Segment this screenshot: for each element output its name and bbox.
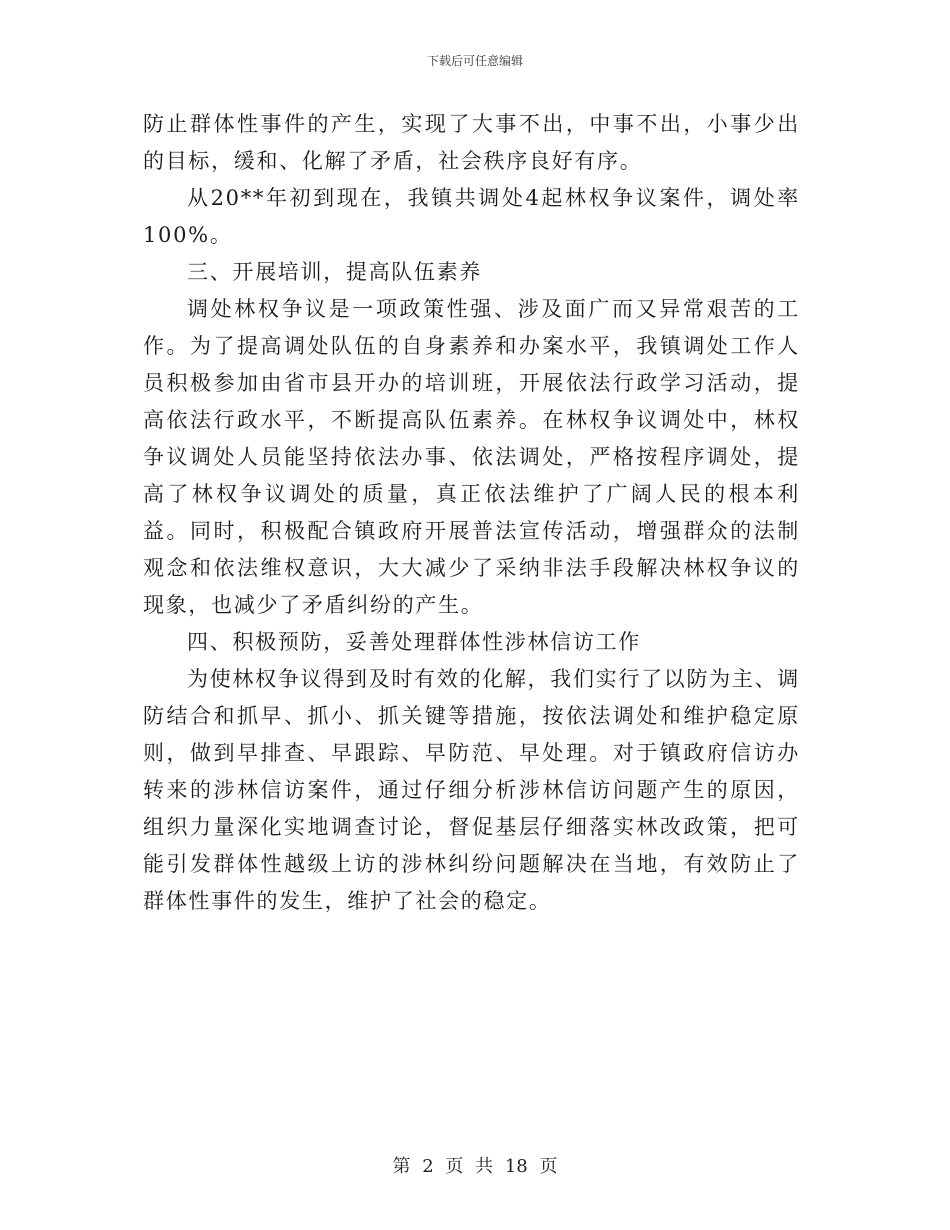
paragraph-case-count: 从20**年初到现在，我镇共调处4起林权争议案件，调处率100%。 (143, 186, 800, 247)
paragraph-training: 调处林权争议是一项政策性强、涉及面广而又异常艰苦的工作。为了提高调处队伍的自身素养和办案水平，我镇调处工作人员积极参加由省市县开办的培训班，开展依法行政学习活动，提高依法行政水平，不断提高队伍素养。在林权争议调处中，林权争议调处人员能坚持依法办事、依法调处，严格按程序调处，提高了林权争议调处的质量，真正依法维护了广阔人民的根本利益。同时，积极配合镇政府开展普法宣传活动，增强群众的法制观念和依法维权意识，大大减少了采纳非法手段解决林权争议的现象，也减少了矛盾纠纷的产生。 (143, 297, 800, 617)
paragraph-continued: 防止群体性事件的产生，实现了大事不出，中事不出，小事少出的目标，缓和、化解了矛盾，社会秩序良好有序。 (143, 112, 800, 173)
section-heading-training: 三、开展培训，提高队伍素养 (187, 260, 483, 284)
section-heading-prevention: 四、积极预防，妥善处理群体性涉林信访工作 (187, 630, 641, 654)
paragraph-prevention: 为使林权争议得到及时有效的化解，我们实行了以防为主、调防结合和抓早、抓小、抓关键等措施，按依法调处和维护稳定原则，做到早排查、早跟踪、早防范、早处理。对于镇政府信访办转来的涉林信访案件，通过仔细分析涉林信访问题产生的原因，组织力量深化实地调查讨论，督促基层仔细落实林改政策，把可能引发群体性越级上访的涉林纠纷问题解决在当地，有效防止了群体性事件的发生，维护了社会的稳定。 (143, 667, 800, 913)
page-footer: 第 2 页 共 18 页 (392, 1156, 558, 1177)
page-header: 下载后可任意编辑 (426, 54, 523, 68)
document-body (143, 106, 800, 920)
